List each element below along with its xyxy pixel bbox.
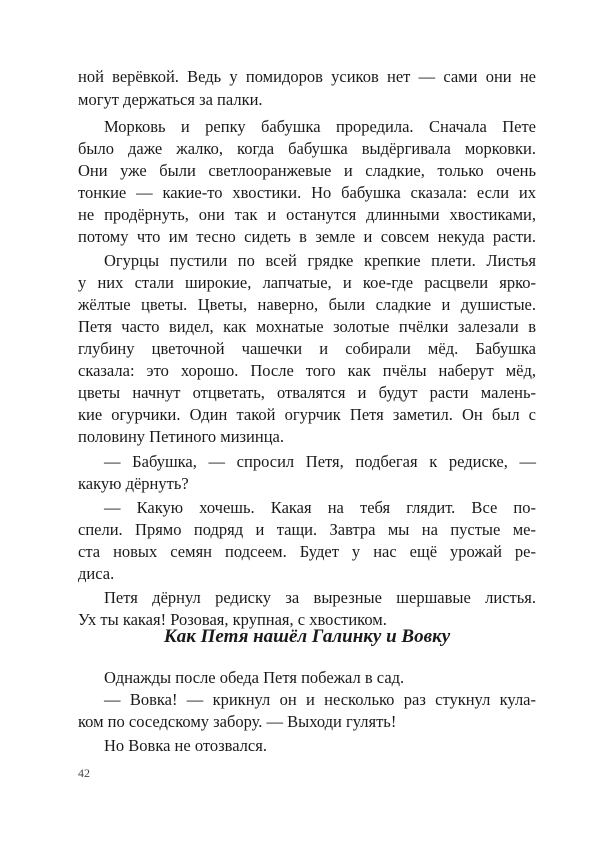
text-line: ста новых семян подсеем. Будет у нас ещё урожай ре- [78,542,536,561]
text-line: Петя часто видел, как мохнатые золотые пчёлки залезали в [78,317,536,336]
text-line: — Вовка! — крикнул он и несколько раз стукнул кула- [104,690,536,709]
text-line: Морковь и репку бабушка проредила. Сначала Пете [104,117,536,136]
text-line: Петя дёрнул редиску за вырезные шершавые листья. [104,588,536,607]
text-line: не продёрнуть, они так и останутся длинными хвостиками, [78,205,536,224]
text-line: какую дёрнуть? [78,474,189,493]
text-line: Ух ты какая! Розовая, крупная, с хвостиком. [78,610,387,629]
chapter-title: Как Петя нашёл Галинку и Вовку [163,626,451,647]
text-line: Но Вовка не отозвался. [104,736,267,755]
text-line: Однажды после обеда Петя побежал в сад. [104,668,405,687]
text-line: тонкие — какие-то хвостики. Но бабушка сказала: если их [78,183,536,202]
page-number: 42 [78,766,90,780]
text-line: жёлтые цветы. Цветы, наверно, были сладкие и душистые. [78,295,536,314]
text-line: спели. Прямо подряд и тащи. Завтра мы на пустые ме- [78,520,536,539]
text-line: потому что им тесно сидеть в земле и совсем некуда расти. [78,227,536,246]
text-line: — Какую хочешь. Какая на тебя глядит. Все по- [104,498,536,517]
text-line: кие огурчики. Один такой огурчик Петя заметил. Он был с [78,405,536,424]
text-line: ком по соседскому забору. — Выходи гулять! [78,712,397,731]
text-line: диса. [78,564,115,583]
text-line: глубину цветочной чашечки и собирали мёд. Бабушка [78,339,536,358]
text-line: цветы начнут отцветать, отвалятся и будут расти малень- [78,383,536,402]
text-line: Огурцы пустили по всей грядке крепкие плети. Листья [104,251,536,270]
text-line: ной верёвкой. Ведь у помидоров усиков нет — сами они не [78,67,536,86]
text-line: было даже жалко, когда бабушка выдёргивала морковки. [78,139,536,158]
text-line: — Бабушка, — спросил Петя, подбегая к редиске, — [104,452,536,471]
text-line: половину Петиного мизинца. [78,427,284,446]
text-line: Они уже были светлооранжевые и сладкие, только очень [78,161,536,180]
text-line: сказала: это хорошо. После того как пчёлы наберут мёд, [78,361,536,380]
text-line: у них стали широкие, лапчатые, и кое-где расцвели ярко- [78,273,536,292]
text-line: могут держаться за палки. [78,90,263,109]
